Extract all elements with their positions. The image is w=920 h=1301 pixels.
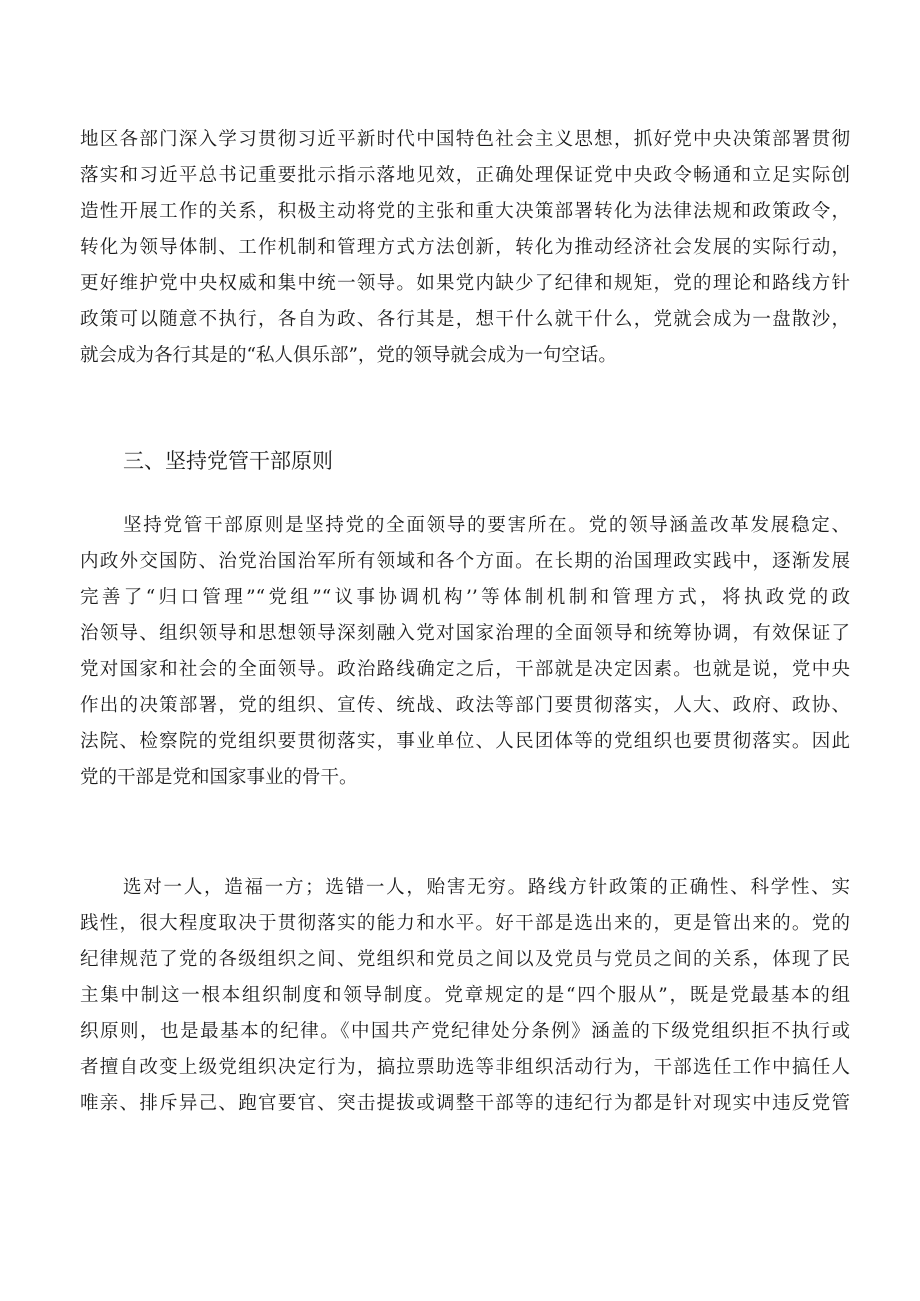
paragraph-line: 地区各部门深入学习贯彻习近平新时代中国特色社会主义思想，抓好党中央决策部署贯彻 [80,129,850,150]
section-heading: 三、坚持党管干部原则 [123,449,333,473]
paragraph-line: 政策可以随意不执行，各自为政、各行其是，想干什么就干什么，党就会成为一盘散沙， [80,309,850,330]
paragraph-line: 坚持党管干部原则是坚持党的全面领导的要害所在。党的领导涵盖改革发展稳定、 [123,515,850,536]
paragraph-line: 转化为领导体制、工作机制和管理方式方法创新，转化为推动经济社会发展的实际行动， [80,237,850,258]
paragraph-line: 完善了“归口管理”“党组”“议事协调机构’’等体制机制和管理方式，将执政党的政 [80,587,850,608]
paragraph-line: 纪律规范了党的各级组织之间、党组织和党员之间以及党员与党员之间的关系，体现了民 [80,949,850,970]
paragraph-line: 内政外交国防、治党治国治军所有领域和各个方面。在长期的治国理政实践中，逐渐发展 [80,551,850,572]
paragraph-line: 就会成为各行其是的“私人俱乐部”，党的领导就会成为一句空话。 [80,345,617,366]
paragraph-line: 唯亲、排斥异己、跑官要官、突击提拔或调整干部等的违纪行为都是针对现实中违反党管 [80,1093,850,1114]
paragraph-line: 作出的决策部署，党的组织、宣传、统战、政法等部门要贯彻落实，人大、政府、政协、 [80,695,850,716]
paragraph-line: 治领导、组织领导和思想领导深刻融入党对国家治理的全面领导和统筹协调，有效保证了 [80,623,850,644]
paragraph-line: 落实和习近平总书记重要批示指示落地见效，正确处理保证党中央政令畅通和立足实际创 [80,165,850,186]
paragraph-line: 更好维护党中央权威和集中统一领导。如果党内缺少了纪律和规矩，党的理论和路线方针 [80,273,850,294]
paragraph-line: 织原则，也是最基本的纪律。《中国共产党纪律处分条例》涵盖的下级党组织拒不执行或 [80,1021,850,1042]
paragraph-line: 党对国家和社会的全面领导。政治路线确定之后，干部就是决定因素。也就是说，党中央 [80,659,850,680]
paragraph-line: 法院、检察院的党组织要贯彻落实，事业单位、人民团体等的党组织也要贯彻落实。因此 [80,731,850,752]
paragraph-line: 党的干部是党和国家事业的骨干。 [80,767,358,788]
paragraph-line: 造性开展工作的关系，积极主动将党的主张和重大决策部署转化为法律法规和政策政令， [80,201,850,222]
paragraph-line: 者擅自改变上级党组织决定行为，搞拉票助选等非组织活动行为，干部选任工作中搞任人 [80,1057,850,1078]
paragraph-line: 践性，很大程度取决于贯彻落实的能力和水平。好干部是选出来的，更是管出来的。党的 [80,913,850,934]
paragraph-line: 选对一人，造福一方；选错一人，贻害无穷。路线方针政策的正确性、科学性、实 [123,877,850,898]
paragraph-line: 主集中制这一根本组织制度和领导制度。党章规定的是“四个服从”，既是党最基本的组 [80,985,850,1006]
